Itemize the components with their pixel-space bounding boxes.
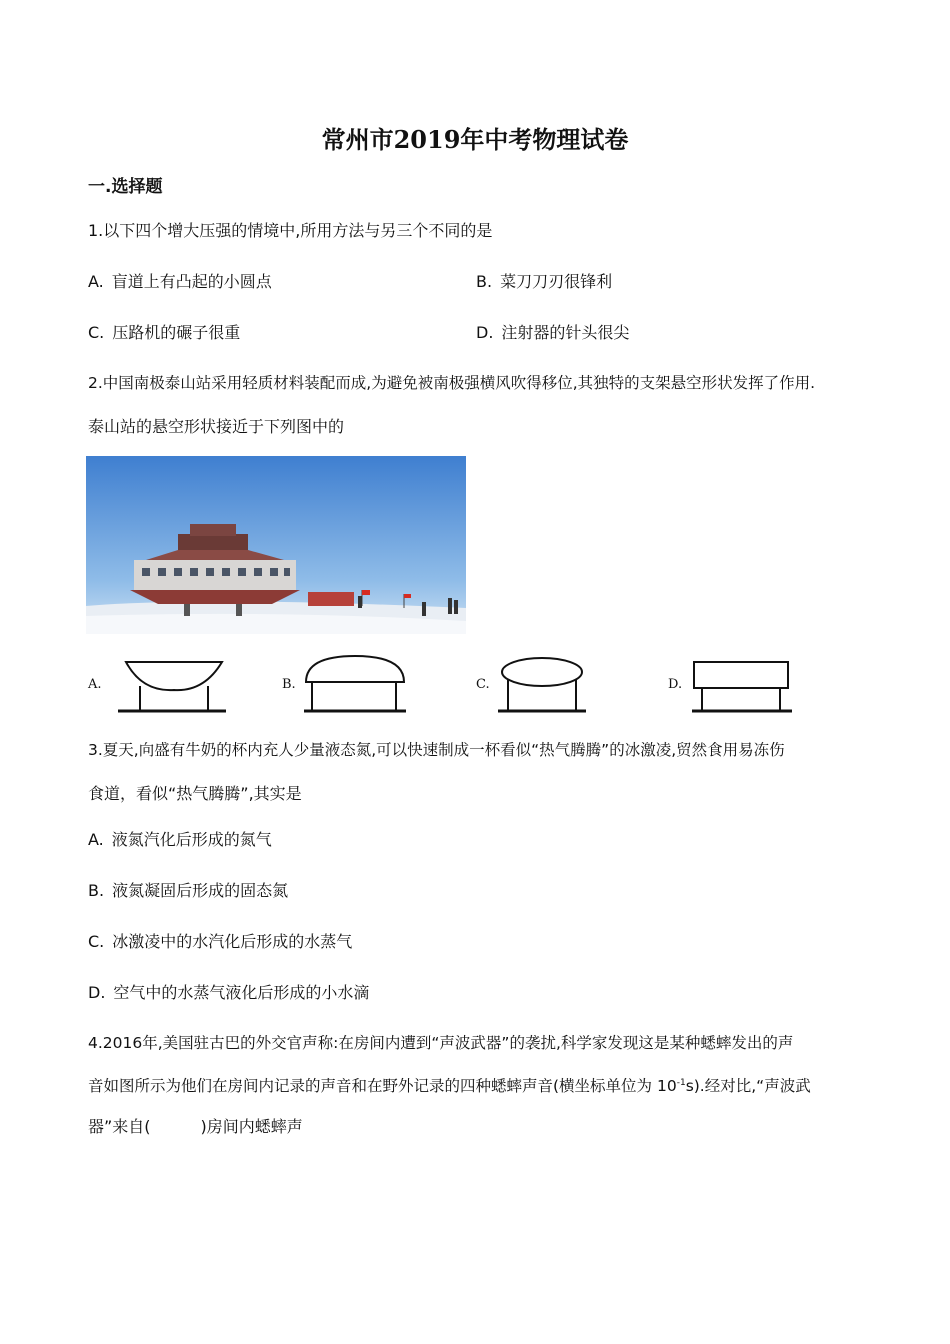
page-title: 常州市2019年中考物理试卷	[321, 125, 629, 154]
q3-option-d	[88, 980, 369, 1003]
option-text: 空气中的水蒸气液化后形成的小水滴	[113, 983, 370, 1002]
shape-option-c-graphic	[494, 654, 590, 714]
q3-option-c	[88, 929, 352, 952]
option-text: 压路机的碾子很重	[112, 323, 241, 342]
q3-stem-line2: 食道，看似“热气腾腾”,其实是	[88, 784, 302, 803]
option-text: 液氮凝固后形成的固态氮	[112, 881, 289, 900]
q2-stem-line2: 泰山站的悬空形状接近于下列图中的	[88, 417, 345, 436]
option-text: 液氮汽化后形成的氮气	[111, 830, 272, 849]
option-key: B.	[476, 272, 493, 291]
q1-stem: 1.以下四个增大压强的情境中,所用方法与另三个不同的是	[88, 221, 493, 240]
option-text: 冰激凌中的水汽化后形成的水蒸气	[112, 932, 353, 951]
q4-line2-text: 音如图所示为他们在房间内记录的声音和在野外记录的四种蟋蟀声音(横坐标单位为 10	[88, 1077, 677, 1095]
q1-option-c	[88, 320, 240, 343]
shape-option-a-graphic	[112, 656, 228, 714]
option-text: 盲道上有凸起的小圆点	[111, 272, 272, 291]
q4-stem-line2	[88, 1074, 811, 1096]
antarctic-station-photo	[86, 456, 466, 634]
q3-option-a	[88, 827, 272, 850]
q3-stem-line1: 3.夏天,向盛有牛奶的杯内充人少量液态氮,可以快速制成一杯看似“热气腾腾”的冰激凌,贸然食用易冻伤	[88, 741, 785, 759]
q4-line3-text: 器”来自(	[88, 1117, 151, 1136]
figure-label-c: C.	[476, 677, 490, 692]
option-text: 菜刀刀刃很锋利	[500, 272, 613, 291]
figure-label-d: D.	[668, 677, 683, 692]
shape-option-b-graphic	[300, 650, 410, 714]
q4-stem-line3	[88, 1114, 303, 1137]
option-key: D.	[476, 323, 494, 342]
q4-exponent: -1	[676, 1077, 686, 1088]
option-key: A.	[88, 272, 104, 291]
q3-option-b	[88, 878, 288, 901]
option-key: C.	[88, 323, 105, 342]
q2-stem-line1: 2.中国南极泰山站采用轻质材料装配而成,为避免被南极强横风吹得移位,其独特的支架悬空形状发挥了作用.	[88, 374, 816, 392]
figure-label-a: A.	[88, 677, 102, 692]
q1-option-a	[88, 269, 272, 292]
q1-option-d	[476, 320, 629, 343]
section-heading: 一.选择题	[88, 177, 163, 197]
option-key: D.	[88, 983, 106, 1002]
shape-option-d-graphic	[688, 658, 796, 714]
option-text: 注射器的针头很尖	[501, 323, 630, 342]
q4-line2-tail: s).经对比,“声波武	[685, 1077, 811, 1095]
q4-stem-line1: 4.2016年,美国驻古巴的外交官声称:在房间内遭到“声波武器”的袭扰,科学家发现这是某种蟋蟀发出的声	[88, 1034, 794, 1052]
q1-option-b	[476, 269, 612, 292]
option-key: A.	[88, 830, 104, 849]
option-key: C.	[88, 932, 105, 951]
option-key: B.	[88, 881, 105, 900]
station-photo-graphic	[86, 456, 466, 634]
figure-label-b: B.	[282, 677, 296, 692]
q4-line3-tail: )房间内蟋蟀声	[200, 1117, 303, 1136]
